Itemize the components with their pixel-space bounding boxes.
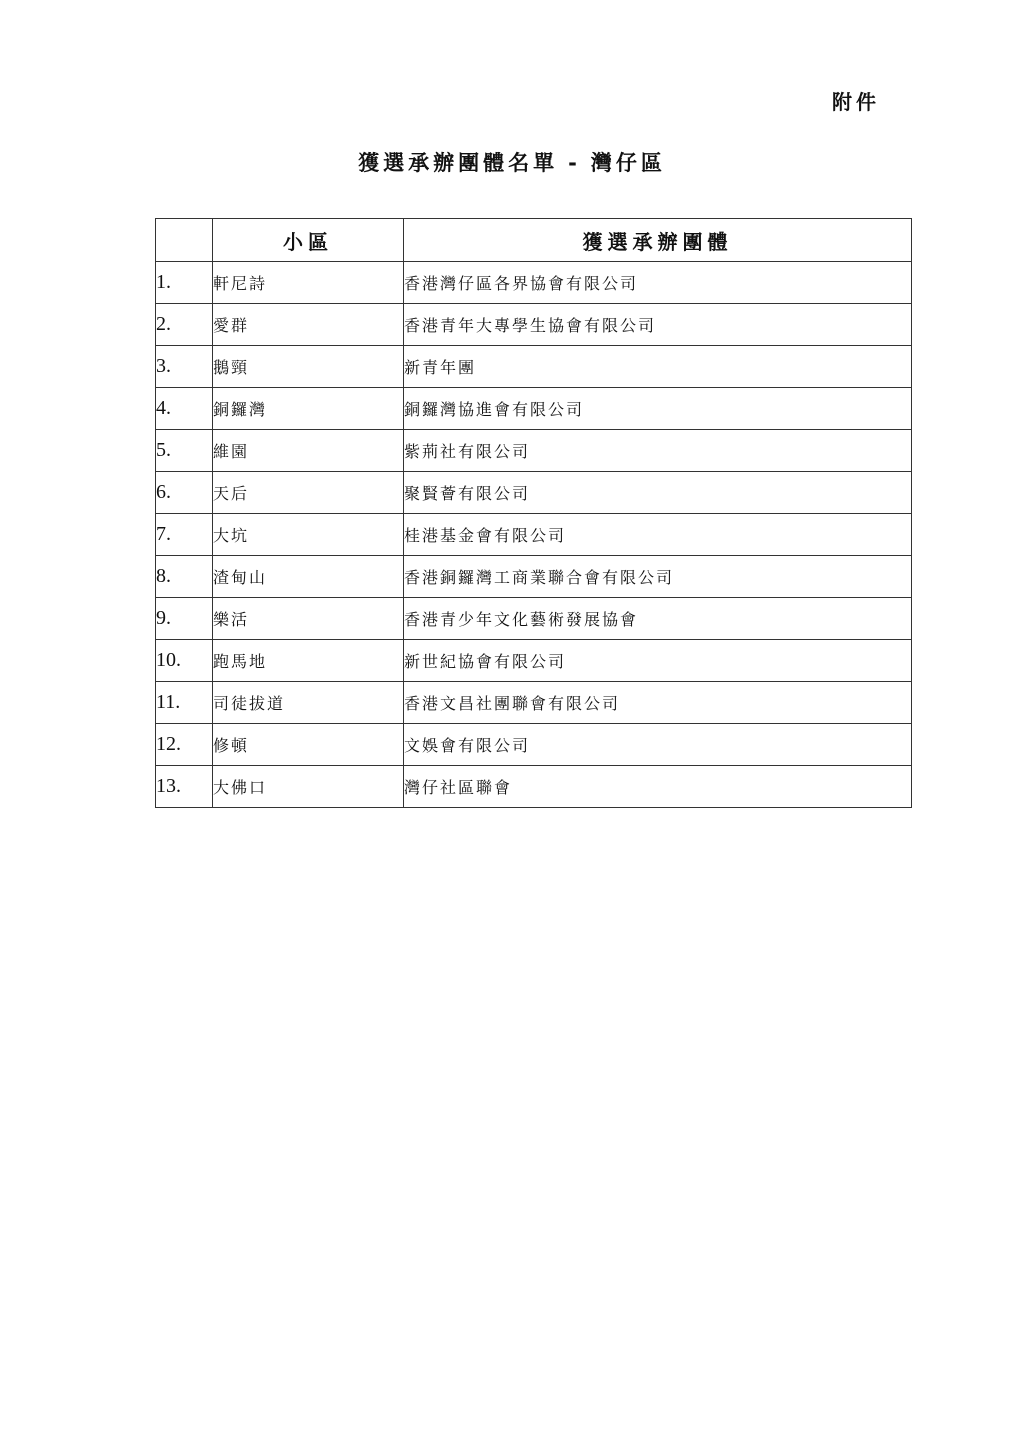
row-organisation: 香港銅鑼灣工商業聯合會有限公司 — [404, 556, 912, 598]
row-area: 天后 — [213, 472, 404, 514]
row-area: 大坑 — [213, 514, 404, 556]
row-number: 1. — [156, 262, 213, 304]
header-area: 小區 — [213, 219, 404, 262]
row-organisation: 新青年團 — [404, 346, 912, 388]
title-district: 灣仔區 — [590, 151, 666, 175]
organisation-table — [155, 218, 912, 808]
table-row — [156, 388, 912, 430]
row-number: 2. — [156, 304, 213, 346]
row-organisation: 銅鑼灣協進會有限公司 — [404, 388, 912, 430]
row-number: 10. — [156, 640, 213, 682]
row-organisation: 聚賢薈有限公司 — [404, 472, 912, 514]
row-number: 7. — [156, 514, 213, 556]
table-row — [156, 682, 912, 724]
row-area: 大佛口 — [213, 766, 404, 808]
header-organisation: 獲選承辦團體 — [404, 219, 912, 262]
row-area: 軒尼詩 — [213, 262, 404, 304]
table-row — [156, 304, 912, 346]
row-organisation: 桂港基金會有限公司 — [404, 514, 912, 556]
row-area: 銅鑼灣 — [213, 388, 404, 430]
row-area: 跑馬地 — [213, 640, 404, 682]
table-row — [156, 766, 912, 808]
row-area: 修頓 — [213, 724, 404, 766]
table-row — [156, 472, 912, 514]
row-number: 11. — [156, 682, 213, 724]
title-separator: - — [568, 151, 581, 175]
row-organisation: 新世紀協會有限公司 — [404, 640, 912, 682]
row-area: 鵝頸 — [213, 346, 404, 388]
table-row — [156, 556, 912, 598]
row-number: 4. — [156, 388, 213, 430]
row-organisation: 香港青年大專學生協會有限公司 — [404, 304, 912, 346]
header-number — [156, 219, 213, 262]
annex-label: 附件 — [832, 90, 880, 114]
row-number: 5. — [156, 430, 213, 472]
row-number: 9. — [156, 598, 213, 640]
table-row — [156, 724, 912, 766]
row-organisation: 紫荊社有限公司 — [404, 430, 912, 472]
row-number: 3. — [156, 346, 213, 388]
row-number: 8. — [156, 556, 213, 598]
row-area: 愛群 — [213, 304, 404, 346]
row-area: 司徒拔道 — [213, 682, 404, 724]
table-row — [156, 598, 912, 640]
row-number: 13. — [156, 766, 213, 808]
table-row — [156, 262, 912, 304]
table-row — [156, 430, 912, 472]
row-organisation: 灣仔社區聯會 — [404, 766, 912, 808]
row-organisation: 香港文昌社團聯會有限公司 — [404, 682, 912, 724]
row-organisation: 香港青少年文化藝術發展協會 — [404, 598, 912, 640]
row-organisation: 香港灣仔區各界協會有限公司 — [404, 262, 912, 304]
table-header-row — [156, 219, 912, 262]
table-row — [156, 346, 912, 388]
row-area: 渣甸山 — [213, 556, 404, 598]
title-main: 獲選承辦團體名單 — [358, 151, 559, 175]
row-area: 維園 — [213, 430, 404, 472]
row-number: 12. — [156, 724, 213, 766]
table-row — [156, 514, 912, 556]
row-area: 樂活 — [213, 598, 404, 640]
page-title — [0, 147, 1024, 177]
row-organisation: 文娛會有限公司 — [404, 724, 912, 766]
row-number: 6. — [156, 472, 213, 514]
table-row — [156, 640, 912, 682]
